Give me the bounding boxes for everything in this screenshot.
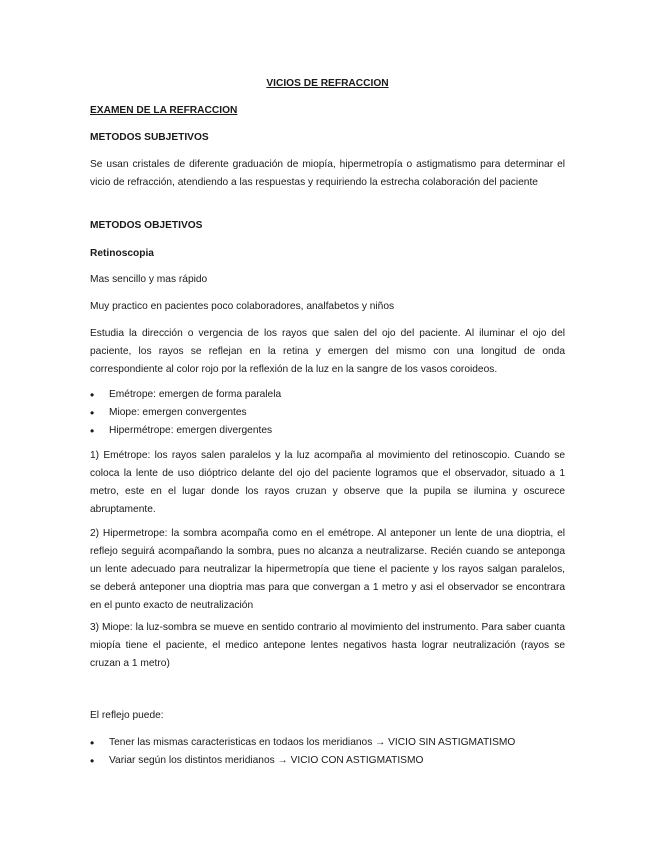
section-heading-objetivos: METODOS OBJETIVOS bbox=[90, 220, 203, 231]
bullet-list-reflejo bbox=[90, 734, 565, 770]
list-item: • Hipermétrope: emergen divergentes bbox=[90, 422, 565, 440]
paragraph-retino-2: Muy practico en pacientes poco colaboradores, analfabetos y niños bbox=[90, 301, 395, 312]
list-item: • Miope: emergen convergentes bbox=[90, 404, 565, 422]
paragraph-item-1: 1) Emétrope: los rayos salen paralelos y la luz acompaña al movimiento del retinoscopio. Cuando se coloca la lente de uso dióptrico delante del ojo del paciente logramos que el observador, situado a 1 metro, este en el lugar donde los rayos cruzan y observe que la pupila se ilumina y oscurece abruptamente. bbox=[90, 450, 565, 515]
list-item: • Emétrope: emergen de forma paralela bbox=[90, 386, 565, 404]
list-item: • Tener las mismas caracteristicas en todaos los meridianos → VICIO SIN ASTIGMATISMO bbox=[90, 734, 565, 752]
paragraph-item-2: 2) Hipermetrope: la sombra acompaña como en el emétrope. Al anteponer un lente de una dioptria, el reflejo seguirá acompañando la sombra, pues no alcanza a neutralizarse. Recién cuando se anteponga un lente adecuado para neutralizar la hipermetropía que tiene el paciente y los rayos salgan paralelos, se deberá anteponer una dioptria mas para que convergan a 1 metro y asi el observador se encontrara en el punto exacto de neutralización bbox=[90, 528, 565, 611]
paragraph-item-3: 3) Miope: la luz-sombra se mueve en sentido contrario al movimiento del instrumento. Para saber cuanta miopía tiene el paciente, el medico antepone lentes negativos hasta lograr neutralización (rayos se cruzan a 1 metro) bbox=[90, 622, 565, 669]
subheading-retinoscopia: Retinoscopia bbox=[90, 248, 154, 259]
paragraph-retino-1: Mas sencillo y mas rápido bbox=[90, 274, 208, 285]
bullet-list-rays bbox=[90, 386, 565, 440]
section-heading-subjetivos: METODOS SUBJETIVOS bbox=[90, 132, 209, 143]
document-title: VICIOS DE REFRACCION bbox=[266, 78, 389, 89]
paragraph-subjetivos: Se usan cristales de diferente graduación de miopía, hipermetropía o astigmatismo para determinar el vicio de refracción, atendiendo a las respuestas y requiriendo la estrecha colaboración del paciente bbox=[90, 159, 565, 188]
section-heading-examen: EXAMEN DE LA REFRACCION bbox=[90, 105, 238, 116]
paragraph-retino-description: Estudia la dirección o vergencia de los rayos que salen del ojo del paciente. Al iluminar el ojo del paciente, los rayos se reflejan en la retina y emergen del mismo con una longitud de onda correspondiente al color rojo por la reflexión de la luz en la sangre de los vasos coroideos. bbox=[90, 328, 565, 375]
paragraph-reflejo-intro: El reflejo puede: bbox=[90, 710, 164, 721]
list-item: • Variar según los distintos meridianos → VICIO CON ASTIGMATISMO bbox=[90, 752, 565, 770]
